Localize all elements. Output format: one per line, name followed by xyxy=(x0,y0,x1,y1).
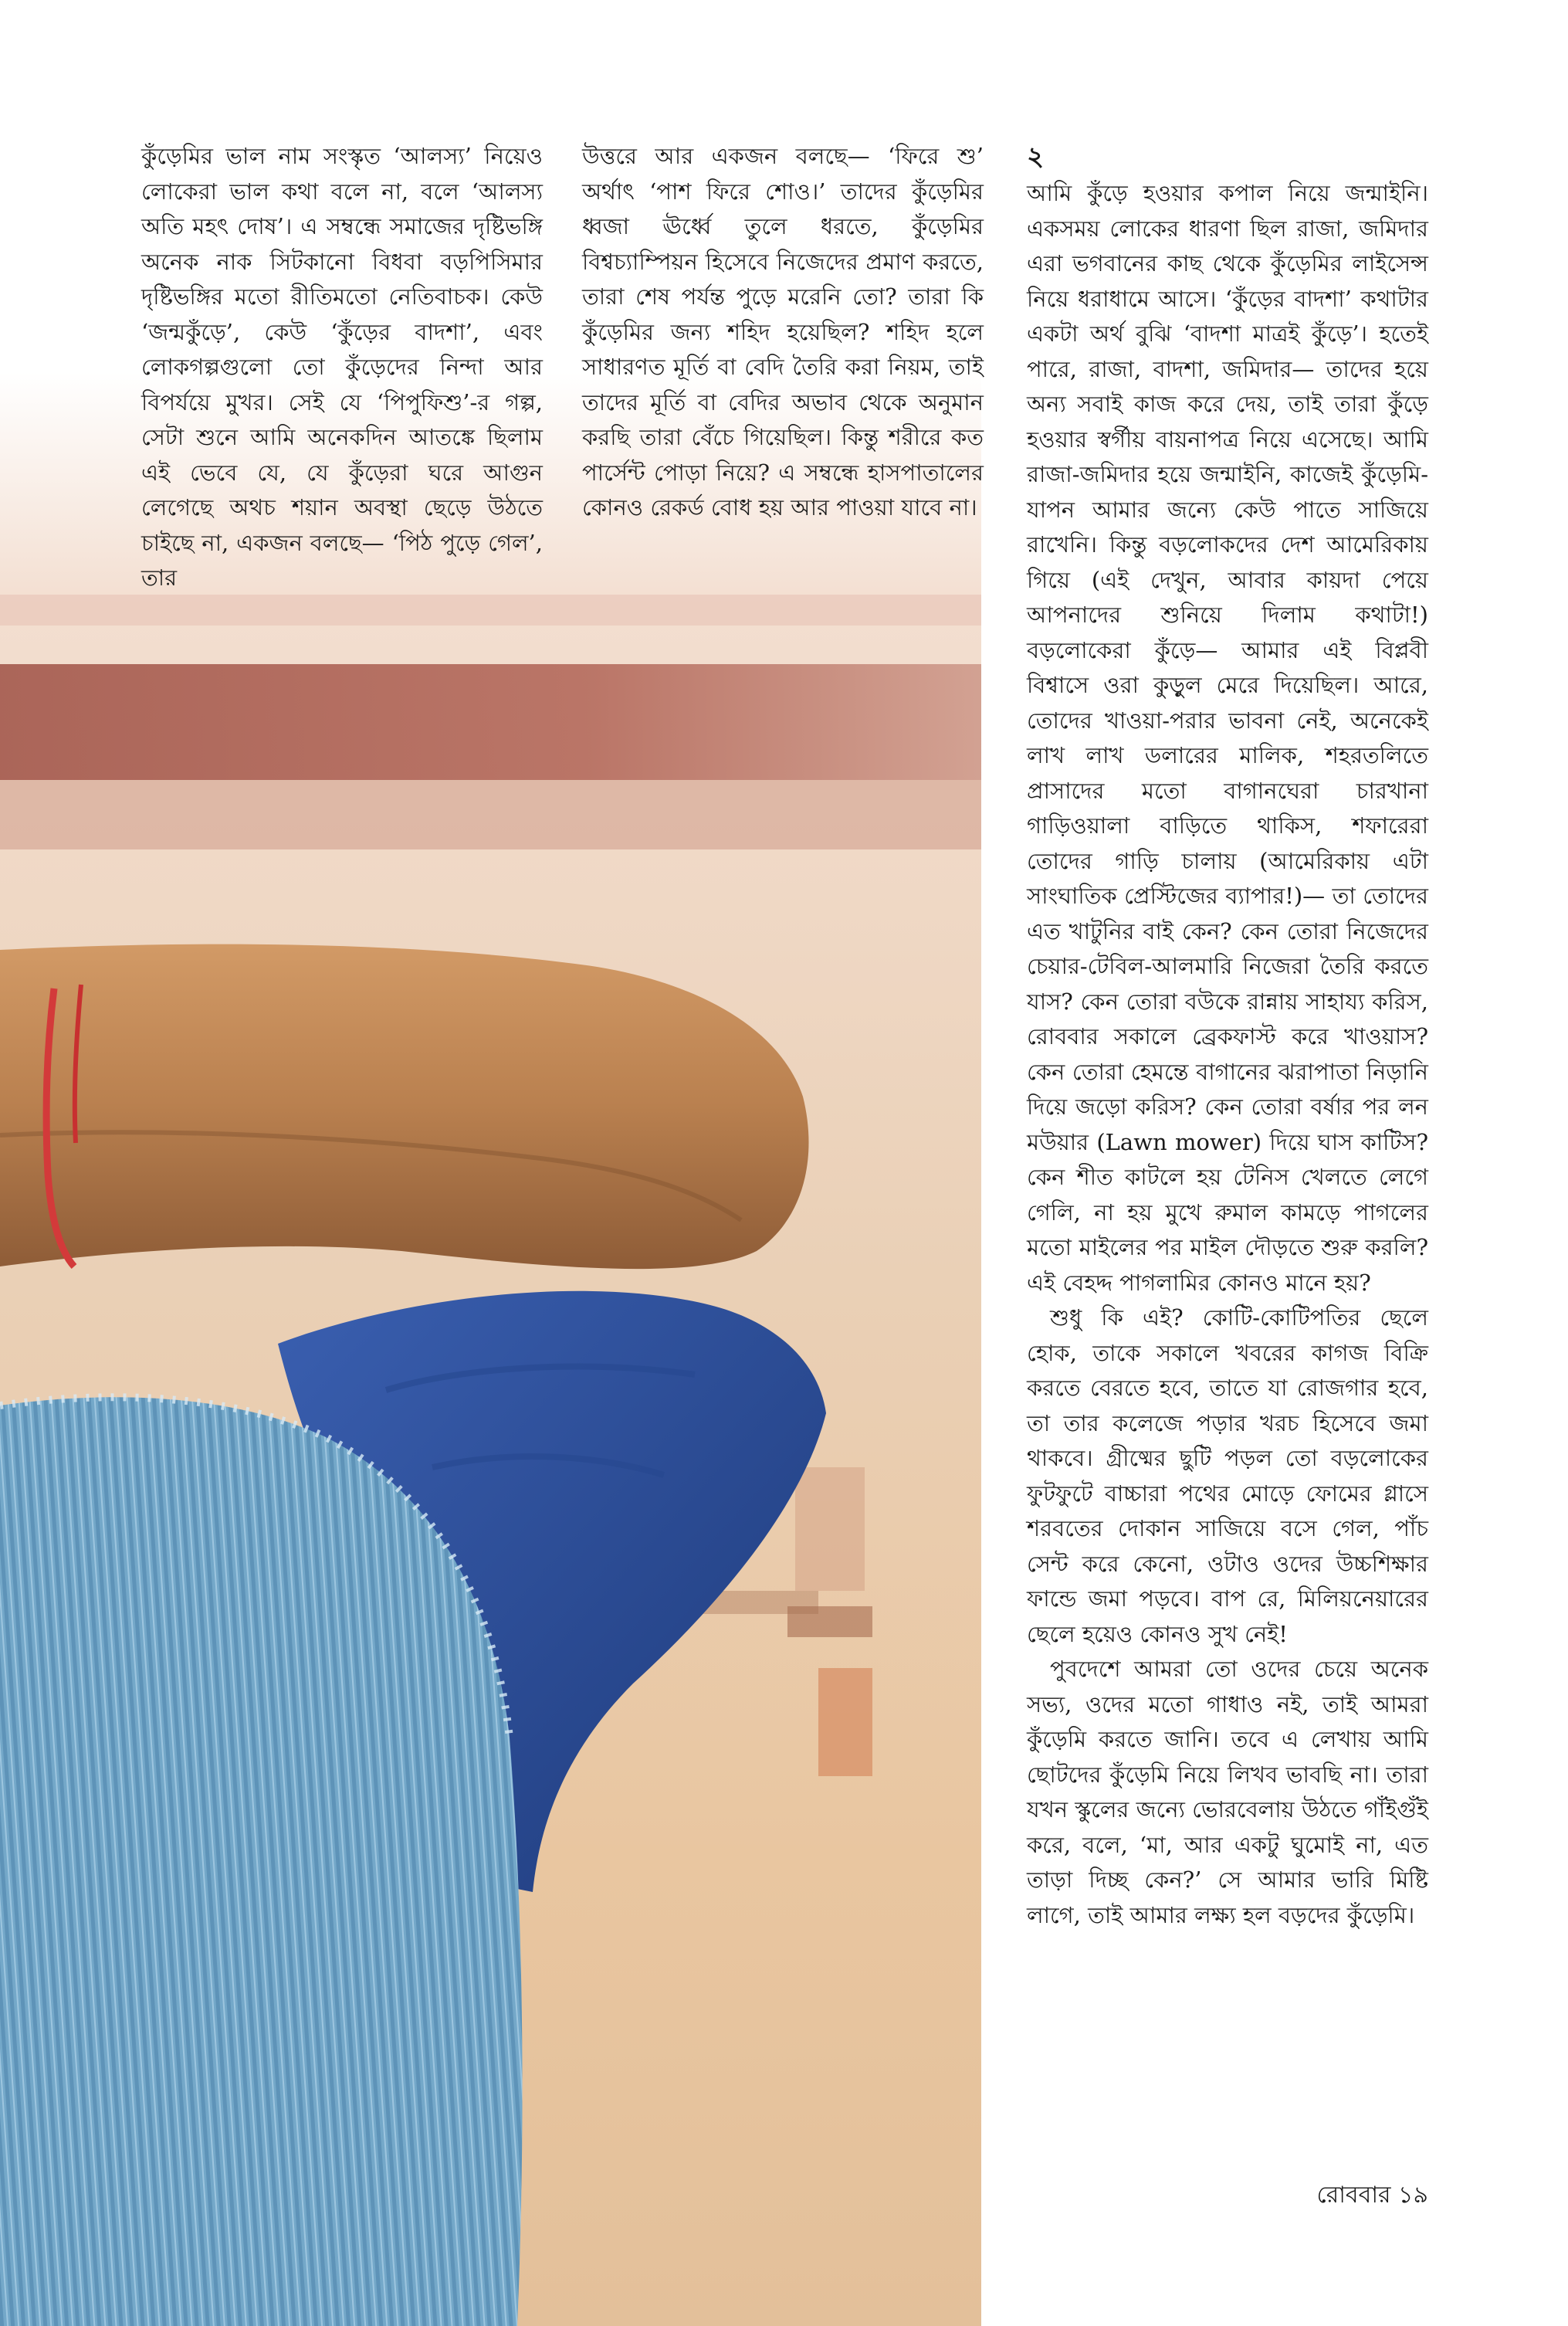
column-3-paragraph-2: শুধু কি এই? কোটি-কোটিপতির ছেলে হোক, তাকে সকালে খবরের কাগজ বিক্রি করতে বেরতে হবে, তাতে যা রোজগার হবে, তা তার কলেজে পড়ার খরচ হিসেবে জমা থাকবে। গ্রীষ্মের ছুটি পড়ল তো বড়লোকের ফুটফুটে বাচ্চারা পথের মোড়ে ফোমের গ্লাসে শরবতের দোকান সাজিয়ে বসে গেল, পাঁচ সেন্ট করে কেনো, ওটাও ওদের উচ্চশিক্ষার ফান্ডে জমা পড়বে। বাপ রে, মিলিয়নেয়ারের ছেলে হয়েও কোনও সুখ নেই! xyxy=(1027,1304,1428,1647)
column-2-text: উত্তরে আর একজন বলছে— ‘ফিরে শু’ অর্থাৎ ‘পাশ ফিরে শোও।’ তাদের কুঁড়েমির ধ্বজা ঊর্ধ্বে তুলে ধরতে, কুঁড়েমির বিশ্বচ্যাম্পিয়ন হিসেবে নিজেদের প্রমাণ করতে, তারা শেষ পর্যন্ত পুড়ে মরেনি তো? তারা কি কুঁড়েমির জন্য শহিদ হয়েছিল? শহিদ হলে সাধারণত মূর্তি বা বেদি তৈরি করা নিয়ম, তাই তাদের মূর্তি বা বেদির অভাব থেকে অনুমান করছি তারা বেঁচে গিয়েছিল। কিন্তু শরীরে কত পার্সেন্ট পোড়া নিয়ে? এ সম্বন্ধে হাসপাতালের কোনও রেকর্ড বোধ হয় আর পাওয়া যাবে না। xyxy=(582,143,984,520)
page-folio: রোববার ১৯ xyxy=(1316,2182,1428,2209)
column-1 xyxy=(141,139,543,596)
column-3-paragraph-1: আমি কুঁড়ে হওয়ার কপাল নিয়ে জন্মাইনি। একসময় লোকের ধারণা ছিল রাজা, জমিদার এরা ভগবানের কাছ থেকে কুঁড়েমির লাইসেন্স নিয়ে ধরাধামে আসে। ‘কুঁড়ের বাদশা’ কথাটার একটা অর্থ বুঝি ‘বাদশা মাত্রই কুঁড়ে’। হতেই পারে, রাজা, বাদশা, জমিদার— তাদের হয়ে অন্য সবাই কাজ করে দেয়, তাই তারা কুঁড়ে হওয়ার স্বর্গীয় বায়নাপত্র নিয়ে এসেছে। আমি রাজা-জমিদার হয়ে জন্মাইনি, কাজেই কুঁড়েমি-যাপন আমার জন্যে কেউ পাতে সাজিয়ে রাখেনি। কিন্তু বড়লোকদের দেশ আমেরিকায় গিয়ে (এই দেখুন, আবার কায়দা পেয়ে আপনাদের শুনিয়ে দিলাম কথাটা!) বড়লোকেরা কুঁড়ে— আমার এই বিপ্লবী বিশ্বাসে ওরা কুড়ুল মেরে দিয়েছিল। আরে, তোদের খাওয়া-পরার ভাবনা নেই, অনেকেই লাখ লাখ ডলারের মালিক, শহরতলিতে প্রাসাদের মতো বাগানঘেরা চারখানা গাড়িওয়ালা বাড়িতে থাকিস, শফারেরা তোদের গাড়ি চালায় (আমেরিকায় এটা সাংঘাতিক প্রেস্টিজের ব্যাপার!)— তা তোদের এত খাটুনির বাই কেন? কেন তোরা নিজেদের চেয়ার-টেবিল-আলমারি নিজেরা তৈরি করতে যাস? কেন তোরা বউকে রান্নায় সাহায্য করিস, রোববার সকালে ব্রেকফাস্ট করে খাওয়াস? কেন তোরা হেমন্তে বাগানের ঝরাপাতা নিড়ানি দিয়ে জড়ো করিস? কেন তোরা বর্ষার পর লন মউয়ার (Lawn mower) দিয়ে ঘাস কাটিস? কেন শীত কাটলে হয় টেনিস খেলতে লেগে গেলি, না হয় মুখে রুমাল কামড়ে পাগলের মতো মাইলের পর মাইল দৌড়তে শুরু করলি? এই বেহদ্দ পাগলামির কোনও মানে হয়? xyxy=(1027,180,1428,1296)
section-number: ২ xyxy=(1027,141,1045,172)
column-3 xyxy=(1027,142,1428,1933)
column-2 xyxy=(582,139,984,526)
column-1-text: কুঁড়েমির ভাল নাম সংস্কৃত ‘আলস্য’ নিয়েও লোকেরা ভাল কথা বলে না, বলে ‘আলস্য অতি মহৎ দোষ’। এ সম্বন্ধে সমাজের দৃষ্টিভঙ্গি অনেক নাক সিটকানো বিধবা বড়পিসিমার দৃষ্টিভঙ্গির মতো রীতিমতো নেতিবাচক। কেউ ‘জন্মকুঁড়ে’, কেউ ‘কুঁড়ের বাদশা’, এবং লোকগল্পগুলো তো কুঁড়েদের নিন্দা আর বিপর্যয়ে মুখর। সেই যে ‘পিপুফিশু’-র গল্প, সেটা শুনে আমি অনেকদিন আতঙ্কে ছিলাম এই ভেবে যে, যে কুঁড়েরা ঘরে আগুন লেগেছে অথচ শয়ান অবস্থা ছেড়ে উঠতে চাইছে না, একজন বলছে— ‘পিঠ পুড়ে গেল’, তার xyxy=(141,143,543,591)
column-3-paragraph-3: পুবদেশে আমরা তো ওদের চেয়ে অনেক সভ্য, ওদের মতো গাধাও নই, তাই আমরা কুঁড়েমি করতে জানি। তবে এ লেখায় আমি ছোটদের কুঁড়েমি নিয়ে লিখব ভাবছি না। তারা যখন স্কুলের জন্যে ভোরবেলায় উঠতে গাঁইগুঁই করে, বলে, ‘মা, আর একটু ঘুমোই না, এত তাড়া দিচ্ছ কেন?’ সে আমার ভারি মিষ্টি লাগে, তাই আমার লক্ষ্য হল বড়দের কুঁড়েমি। xyxy=(1027,1656,1429,1928)
